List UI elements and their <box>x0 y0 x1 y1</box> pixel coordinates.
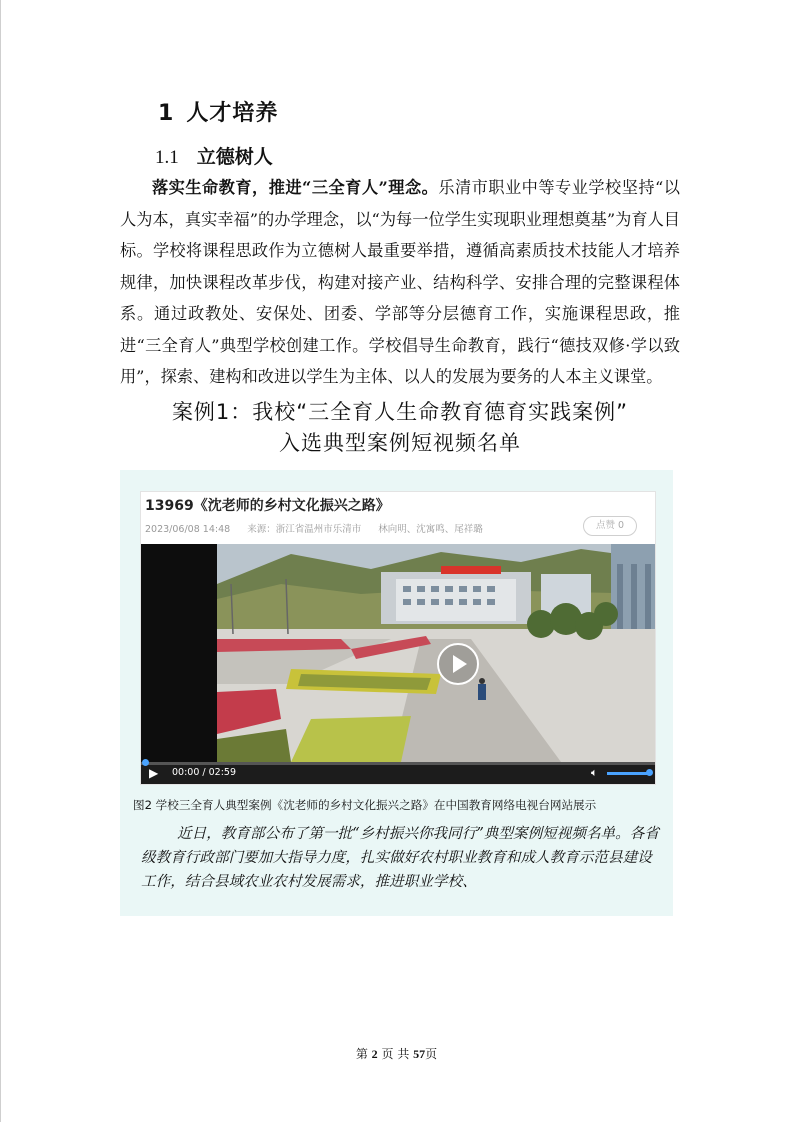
video-title[interactable]: 13969《沈老师的乡村文化振兴之路》 <box>145 498 390 514</box>
page-footer <box>0 1045 793 1062</box>
center-play-button[interactable] <box>437 643 479 685</box>
paragraph-body: 乐清市职业中等专业学校坚持“以人为本，真实幸福”的办学理念，以“为每一位学生实现职业理想奠基”为育人目标。学校将课程思政作为立德树人最重要举措，遵循高素质技术技能人才培养规律，加快课程改革步伐，构建对接产业、结构科学、安排合理的完整课程体系。通过政教处、安保处、团委、学部等分层德育工作，实施课程思政，推进“三全育人”典型学校创建工作。学校倡导生命教育，践行“德技双修·学以致用”，探索、建构和改进以学生为主体、以人的发展为要务的人本主义课堂。 <box>120 178 680 386</box>
footer-suffix: 页 <box>425 1047 438 1061</box>
like-button[interactable]: 点赞 0 <box>583 516 637 536</box>
volume-knob[interactable] <box>646 769 653 776</box>
video-card <box>140 491 656 785</box>
section-number: 1 <box>158 101 175 126</box>
body-paragraph <box>120 172 680 393</box>
video-date: 2023/06/08 14:48 <box>145 524 231 535</box>
section-title: 人才培养 <box>186 101 279 126</box>
subsection-number: 1.1 <box>155 147 179 168</box>
case-title-line-1: 案例1：我校“三全育人生命教育德育实践案例” <box>171 400 629 424</box>
volume-slider[interactable] <box>607 772 651 775</box>
player-controls <box>141 762 655 784</box>
volume-icon[interactable]: 🔈︎ <box>591 766 598 779</box>
school-banner <box>441 566 501 574</box>
footer-prefix: 第 <box>355 1047 368 1061</box>
section-heading <box>158 96 278 127</box>
case-title <box>120 397 680 459</box>
progress-knob[interactable] <box>142 759 149 766</box>
footer-middle: 页 共 <box>381 1047 410 1061</box>
subsection-title: 立德树人 <box>196 146 273 168</box>
case-title-line-2: 入选典型案例短视频名单 <box>279 431 521 455</box>
footer-total-pages: 57 <box>413 1047 426 1061</box>
video-player[interactable] <box>141 544 655 784</box>
play-icon[interactable]: ▶ <box>149 766 159 780</box>
news-excerpt <box>141 822 661 894</box>
video-time: 00:00 / 02:59 <box>172 767 236 778</box>
video-source: 来源：浙江省温州市乐清市 <box>247 524 362 535</box>
video-frame-scene <box>141 544 655 762</box>
video-authors: 林向明、沈寓鸣、尾祥璐 <box>378 524 483 535</box>
page-edge <box>0 0 1 1122</box>
subsection-heading <box>155 142 273 169</box>
figure-caption: 图2 学校三全育人典型案例《沈老师的乡村文化振兴之路》在中国教育网络电视台网站展示 <box>133 798 597 812</box>
video-meta <box>145 521 497 535</box>
news-text: 近日，教育部公布了第一批“乡村振兴你我同行”典型案例短视频名单。各省级教育行政部门要加大指导力度，扎实做好农村职业教育和成人教育示范县建设工作，结合县域农业农村发展需求，推进职业学校、 <box>141 825 659 890</box>
paragraph-lead: 落实生命教育，推进“三全育人”理念。 <box>152 178 439 197</box>
footer-page-number: 2 <box>371 1047 378 1061</box>
progress-bar[interactable] <box>141 762 655 765</box>
